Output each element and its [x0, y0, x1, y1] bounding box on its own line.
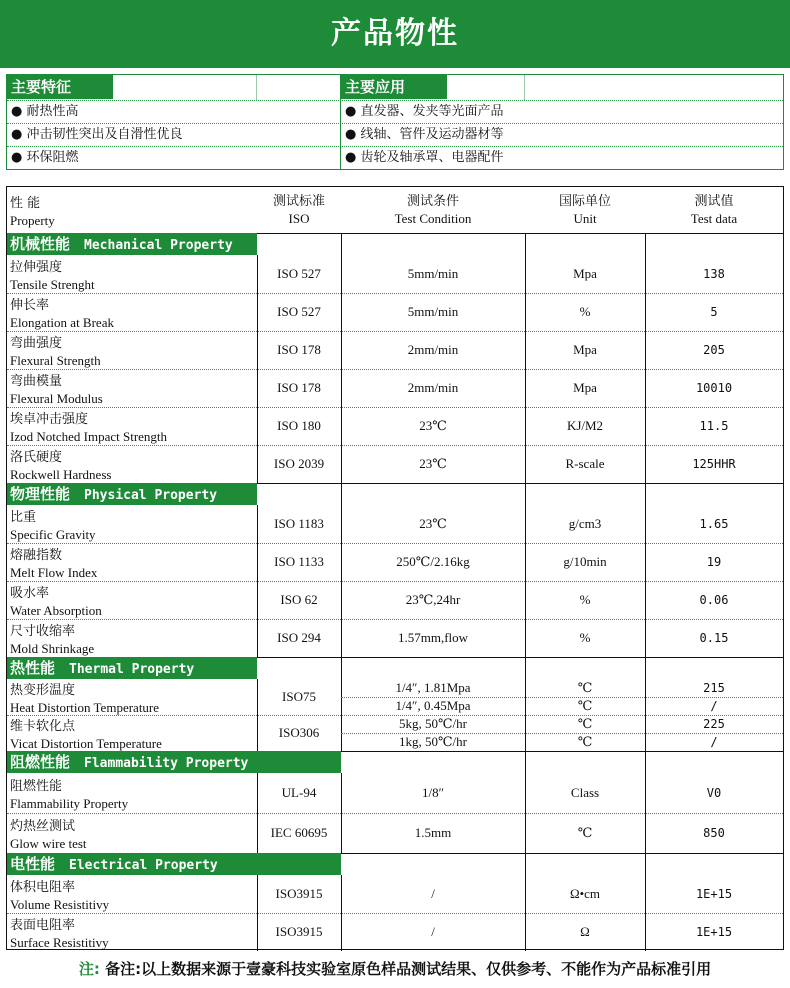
features-header: 主要特征: [7, 75, 113, 99]
bullet-icon: ●: [345, 150, 357, 165]
test-value: 138: [703, 267, 725, 281]
application-item: ● 线轴、管件及运动器材等: [345, 127, 504, 142]
property-name: 熔融指数 Melt Flow Index: [10, 548, 98, 580]
property-name: 弯曲模量 Flexural Modulus: [10, 374, 103, 406]
column-divider: [524, 75, 525, 101]
property-name: 弯曲强度 Flexural Strength: [10, 336, 101, 368]
header-standard: 测试标准 ISO: [272, 194, 325, 226]
test-value: /: [710, 699, 718, 713]
test-standard: ISO 527: [277, 266, 321, 281]
test-condition: 1.5mm: [414, 825, 452, 840]
test-standard: ISO 294: [277, 630, 321, 645]
unit: %: [579, 630, 591, 645]
section-header-electrical: [7, 853, 341, 875]
header-condition: 测试条件 Test Condition: [394, 194, 472, 226]
test-value: 205: [703, 343, 725, 357]
test-standard: ISO 62: [280, 592, 318, 607]
applications-header: 主要应用: [341, 75, 447, 99]
test-value: 11.5: [699, 419, 729, 433]
test-condition: 1/4″, 1.81Mpa: [395, 680, 471, 695]
column-divider: [341, 657, 342, 679]
footer-note: [0, 956, 790, 982]
unit: ℃: [577, 734, 593, 749]
property-name: 伸长率 Elongation at Break: [10, 298, 114, 330]
section-title-en: Electrical Property: [69, 858, 218, 873]
section-title-zh: 物理性能: [10, 485, 71, 503]
test-value: V0: [706, 786, 722, 800]
column-divider: [525, 483, 526, 505]
unit: %: [579, 592, 591, 607]
test-value: 19: [706, 555, 722, 569]
feature-item: ● 冲击韧性突出及自滑性优良: [11, 127, 183, 142]
section-title-en: Physical Property: [84, 488, 218, 503]
column-divider: [256, 75, 257, 101]
test-value: 5: [710, 305, 718, 319]
property-name: 表面电阻率 Surface Resistitivy: [10, 918, 109, 950]
features-applications-box: [6, 74, 784, 170]
unit: KJ/M2: [566, 418, 604, 433]
column-divider: [645, 233, 646, 255]
unit: Class: [570, 785, 600, 800]
section-header-mechanical: [7, 233, 257, 255]
note-text: 备注:以上数据来源于壹豪科技实验室原色样品测试结果、仅供参考、不能作为产品标准引用: [105, 960, 712, 978]
column-divider: [645, 853, 646, 875]
test-condition: 23℃: [419, 456, 447, 471]
unit: R-scale: [565, 456, 605, 471]
test-standard: ISO 180: [277, 418, 321, 433]
feature-item: ● 耐热性高: [11, 104, 79, 119]
unit: Mpa: [573, 380, 597, 395]
header-unit: 国际单位 Unit: [558, 194, 611, 226]
test-standard: IEC 60695: [270, 825, 328, 840]
bullet-icon: ●: [11, 104, 23, 119]
test-condition: /: [431, 886, 435, 901]
application-item: ● 齿轮及轴承罩、电器配件: [345, 150, 504, 165]
unit: g/10min: [563, 554, 607, 569]
bullet-icon: ●: [11, 127, 23, 142]
property-name: 尺寸收缩率 Mold Shrinkage: [10, 624, 95, 656]
test-standard: ISO3915: [275, 886, 323, 901]
test-standard: ISO 1133: [274, 554, 324, 569]
test-condition: 1kg, 50℃/hr: [399, 734, 467, 749]
test-standard: ISO306: [278, 725, 320, 740]
column-divider: [645, 483, 646, 505]
bullet-icon: ●: [11, 150, 23, 165]
test-standard: ISO3915: [275, 924, 323, 939]
property-name: 洛氏硬度 Rockwell Hardness: [10, 450, 112, 482]
section-header-physical: [7, 483, 257, 505]
test-value: 1.65: [699, 517, 729, 531]
section-title-en: Mechanical Property: [84, 238, 233, 253]
property-table: [6, 186, 784, 950]
property-name: 埃卓冲击强度 Izod Notched Impact Strength: [10, 412, 168, 444]
section-title-en: Thermal Property: [69, 662, 195, 677]
unit: Ω•cm: [569, 886, 601, 901]
unit: ℃: [577, 680, 593, 695]
property-name: 灼热丝测试 Glow wire test: [10, 819, 87, 851]
test-standard: ISO 527: [277, 304, 321, 319]
test-condition: 2mm/min: [407, 342, 459, 357]
column-divider: [525, 751, 526, 773]
property-name: 吸水率 Water Absorption: [10, 586, 102, 618]
unit: g/cm3: [568, 516, 602, 531]
column-divider: [341, 483, 342, 505]
test-condition: 23℃: [419, 516, 447, 531]
test-value: 10010: [695, 381, 733, 395]
application-item: ● 直发器、发夹等光面产品: [345, 104, 504, 119]
test-value: 0.15: [699, 631, 729, 645]
section-title-zh: 机械性能: [10, 235, 71, 253]
unit: ℃: [577, 716, 593, 731]
test-value: 215: [703, 681, 725, 695]
test-standard: ISO 1183: [274, 516, 324, 531]
test-condition: 250℃/2.16kg: [396, 554, 470, 569]
section-title-zh: 阻燃性能: [10, 753, 71, 771]
property-name: 维卡软化点 Vicat Distortion Temperature: [10, 719, 162, 751]
test-condition: 2mm/min: [407, 380, 459, 395]
unit: ℃: [577, 825, 593, 840]
test-standard: ISO75: [282, 689, 316, 704]
test-standard: UL-94: [281, 785, 317, 800]
unit: Mpa: [573, 266, 597, 281]
test-condition: 5kg, 50℃/hr: [399, 716, 467, 731]
note-label: 注:: [78, 960, 100, 978]
test-standard: ISO 178: [277, 342, 321, 357]
page-title: 产品物性: [331, 16, 459, 51]
test-value: 0.06: [699, 593, 729, 607]
section-title-zh: 热性能: [10, 659, 56, 677]
test-value: /: [710, 735, 718, 749]
property-name: 阻燃性能 Flammability Property: [10, 779, 129, 811]
test-value: 125HHR: [692, 457, 736, 471]
test-condition: 5mm/min: [407, 266, 459, 281]
test-condition: 23℃: [419, 418, 447, 433]
column-divider: [525, 853, 526, 875]
section-title-en: Flammability Property: [84, 756, 249, 771]
section-title-zh: 电性能: [10, 855, 56, 873]
column-divider: [525, 657, 526, 679]
column-divider: [645, 751, 646, 773]
column-divider: [525, 233, 526, 255]
test-condition: /: [431, 924, 435, 939]
test-standard: ISO 2039: [273, 456, 325, 471]
test-condition: 1/8″: [421, 785, 445, 800]
bullet-icon: ●: [345, 104, 357, 119]
test-condition: 5mm/min: [407, 304, 459, 319]
property-name: 拉伸强度 Tensile Strenght: [10, 260, 95, 292]
feature-item: ● 环保阻燃: [11, 150, 79, 165]
test-value: 850: [703, 826, 725, 840]
section-header-flammability: [7, 751, 341, 773]
test-condition: 1/4″, 0.45Mpa: [395, 698, 471, 713]
unit: Ω: [580, 924, 590, 939]
test-standard: ISO 178: [277, 380, 321, 395]
column-divider: [645, 657, 646, 679]
unit: Mpa: [573, 342, 597, 357]
unit: ℃: [577, 698, 593, 713]
test-value: 1E+15: [695, 887, 733, 901]
header-property: 性 能 Property: [10, 196, 55, 228]
column-divider: [341, 233, 342, 255]
header-value: 测试值 Test data: [690, 194, 738, 226]
test-value: 225: [703, 717, 725, 731]
test-condition: 1.57mm,flow: [397, 630, 469, 645]
bullet-icon: ●: [345, 127, 357, 142]
test-condition: 23℃,24hr: [405, 592, 461, 607]
section-header-thermal: [7, 657, 257, 679]
property-name: 比重 Specific Gravity: [10, 510, 96, 542]
property-name: 体积电阻率 Volume Resistitivy: [10, 880, 110, 912]
unit: %: [579, 304, 591, 319]
test-value: 1E+15: [695, 925, 733, 939]
property-name: 热变形温度 Heat Distortion Temperature: [10, 683, 160, 715]
